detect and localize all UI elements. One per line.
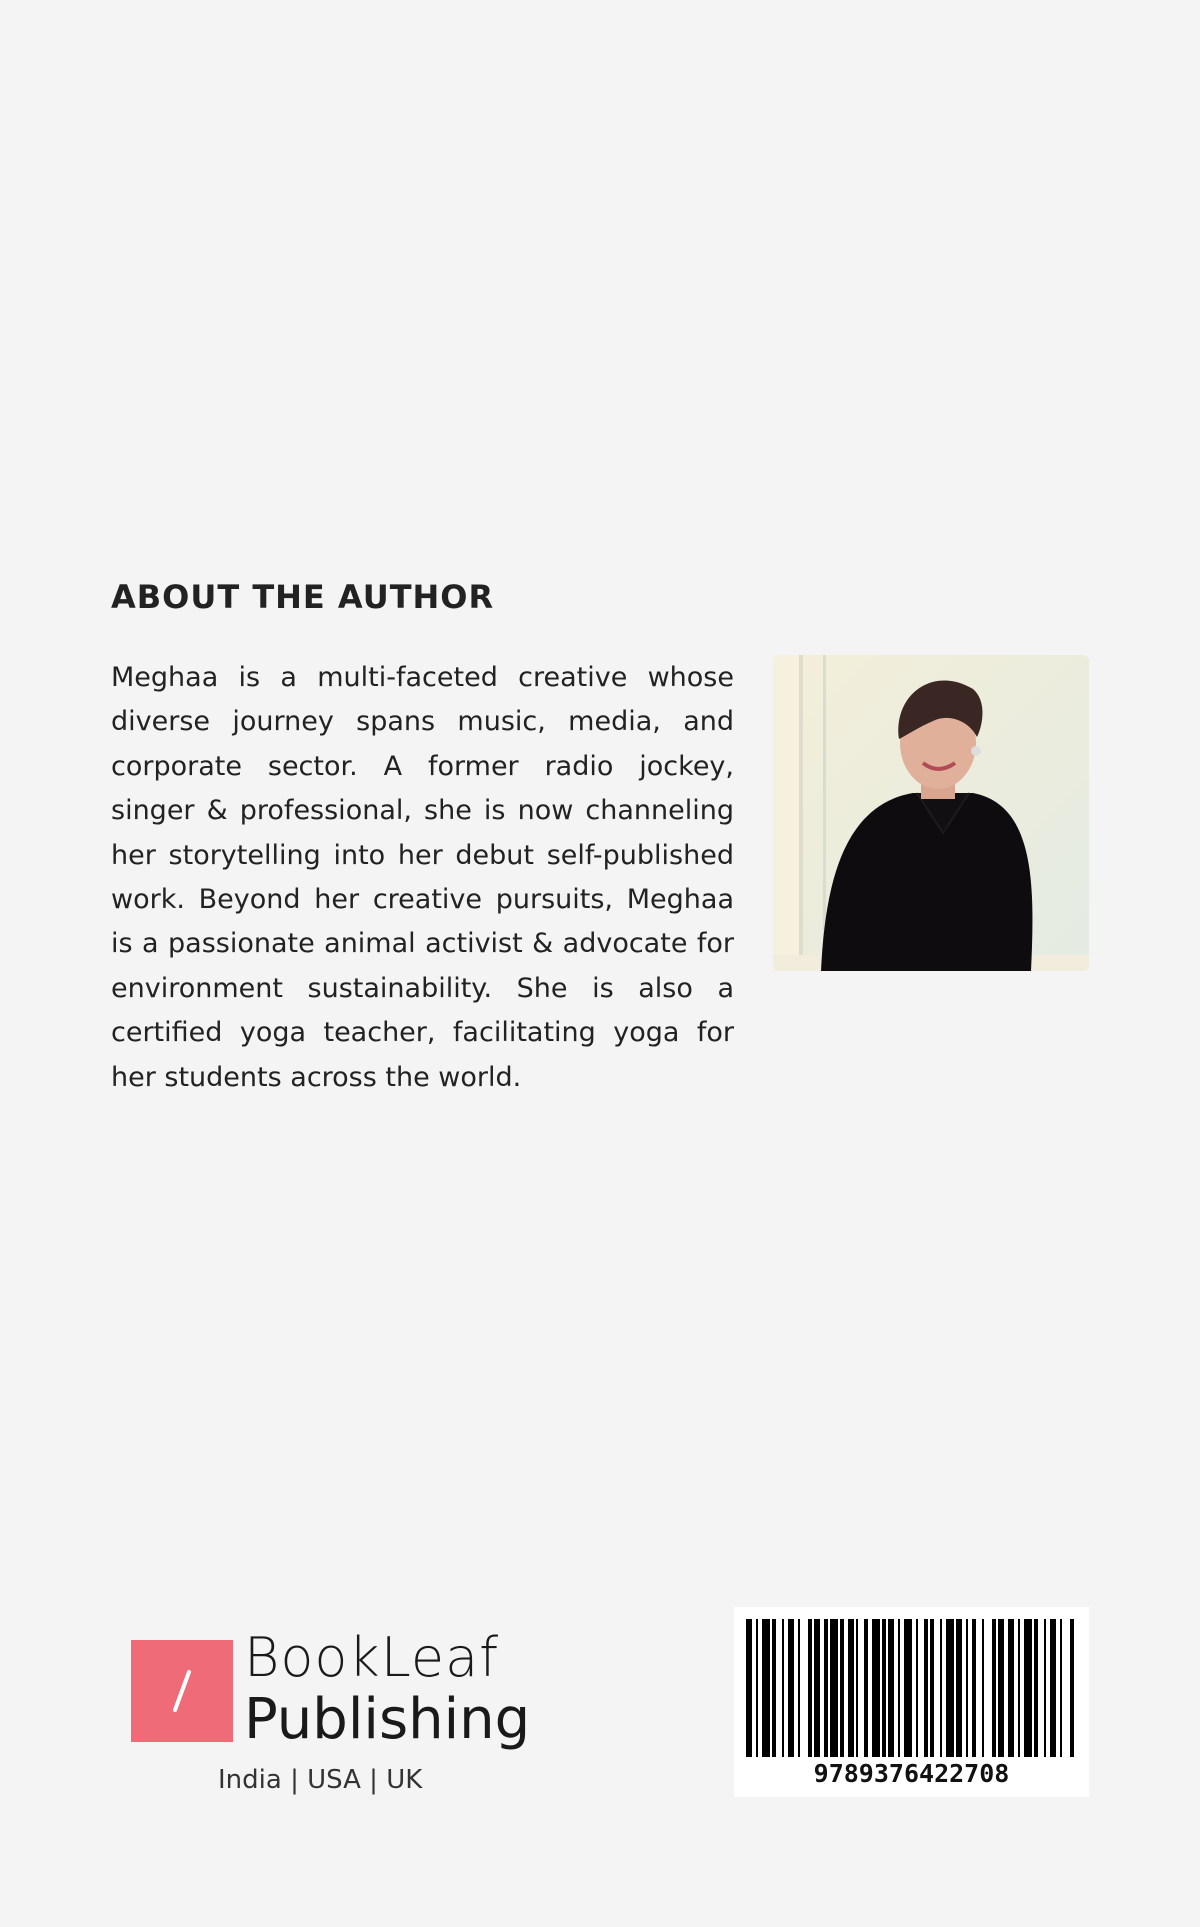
barcode-bar xyxy=(898,1619,900,1757)
barcode-bar xyxy=(1024,1619,1032,1757)
author-bio: Meghaa is a multi-faceted creative whose diverse journey spans music, media, and corporate sector. A former radio jockey, singer & professional, she is now channeling her storytelling into her debut self-published work. Beyond her creative pursuits, Meghaa is a passionate animal activist & advocate for environment sustainability. She is also a certified yoga teacher, facilitating yoga for her students across the world. xyxy=(111,662,734,1093)
barcode-bar xyxy=(824,1619,828,1757)
barcode-bar xyxy=(966,1619,968,1757)
barcode-bar xyxy=(864,1619,868,1757)
barcode-bar xyxy=(1070,1619,1074,1757)
barcode-bar xyxy=(814,1619,820,1757)
barcode-bar xyxy=(872,1619,880,1757)
barcode-number: 9789376422708 xyxy=(813,1759,1010,1788)
barcode-bar xyxy=(830,1619,838,1757)
bookleaf-logo-icon xyxy=(131,1640,233,1742)
barcode-bar xyxy=(946,1619,954,1757)
publisher-regions: India | USA | UK xyxy=(218,1765,423,1795)
barcode-bar xyxy=(992,1619,996,1757)
barcode-bar xyxy=(1034,1619,1038,1757)
isbn-barcode xyxy=(734,1607,1089,1797)
about-heading: ABOUT THE AUTHOR xyxy=(111,578,495,616)
barcode-bars xyxy=(746,1619,1077,1757)
barcode-bar xyxy=(782,1619,784,1757)
barcode-bar xyxy=(930,1619,934,1757)
barcode-bar xyxy=(808,1619,812,1757)
author-photo xyxy=(773,655,1089,971)
barcode-bar xyxy=(840,1619,844,1757)
barcode-bar xyxy=(1060,1619,1062,1757)
barcode-bar xyxy=(998,1619,1004,1757)
barcode-bar xyxy=(916,1619,918,1757)
barcode-bar xyxy=(772,1619,776,1757)
barcode-bar xyxy=(1044,1619,1046,1757)
barcode-bar xyxy=(924,1619,928,1757)
barcode-bar xyxy=(848,1619,854,1757)
barcode-bar xyxy=(788,1619,794,1757)
barcode-bar xyxy=(972,1619,976,1757)
barcode-bar xyxy=(940,1619,942,1757)
barcode-bar xyxy=(856,1619,858,1757)
barcode-bar xyxy=(882,1619,886,1757)
barcode-bar xyxy=(982,1619,984,1757)
barcode-bar xyxy=(956,1619,962,1757)
barcode-bar xyxy=(904,1619,912,1757)
barcode-bar xyxy=(756,1619,758,1757)
barcode-bar xyxy=(1008,1619,1014,1757)
barcode-bar xyxy=(888,1619,894,1757)
barcode-bar xyxy=(762,1619,770,1757)
publisher-name-line1: BookLeaf xyxy=(244,1626,500,1689)
barcode-bar xyxy=(746,1619,752,1757)
barcode-bar xyxy=(798,1619,800,1757)
publisher-name-line2: Publishing xyxy=(244,1687,531,1752)
barcode-bar xyxy=(1050,1619,1056,1757)
barcode-bar xyxy=(1018,1619,1020,1757)
